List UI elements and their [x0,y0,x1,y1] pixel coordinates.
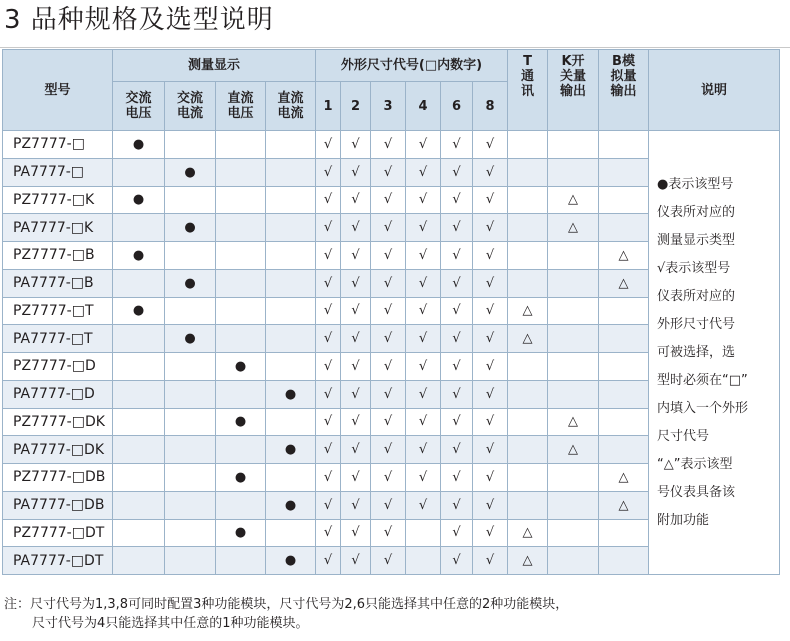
size-cell: √ [341,464,371,492]
measure-cell: ● [165,158,216,186]
size-cell: √ [316,186,341,214]
measure-cell [165,297,216,325]
measure-cell [165,242,216,270]
model-cell: PZ7777-□T [3,297,113,325]
size-cell: √ [371,297,406,325]
b-cell [599,325,649,353]
size-cell: √ [316,491,341,519]
measure-cell: ● [216,408,266,436]
measure-cell [165,408,216,436]
description-line: “△”表示该型 [657,456,733,472]
model-cell: PA7777-□DB [3,491,113,519]
model-cell: PZ7777-□DK [3,408,113,436]
size-cell: √ [441,547,473,575]
size-cell: √ [473,242,508,270]
size-cell: √ [473,214,508,242]
size-cell: √ [473,547,508,575]
size-cell: √ [371,547,406,575]
k-cell [548,297,599,325]
b-cell [599,380,649,408]
model-cell: PA7777-□ [3,158,113,186]
measure-cell [266,519,316,547]
footnote-line-2: 尺寸代号为4只能选择其中任意的1种功能模块。 [32,616,309,631]
measure-cell [216,242,266,270]
measure-cell [266,214,316,242]
measure-cell [266,131,316,159]
size-cell: √ [441,519,473,547]
measure-cell [165,519,216,547]
k-cell [548,491,599,519]
b-cell: △ [599,464,649,492]
description-cell [649,131,780,575]
measure-cell [113,464,165,492]
size-cell: √ [473,353,508,381]
size-cell: √ [406,158,441,186]
size-cell: √ [441,464,473,492]
footnote [4,595,568,633]
t-cell [508,131,548,159]
size-cell: √ [406,214,441,242]
size-cell: √ [316,214,341,242]
size-cell: √ [316,242,341,270]
description-line: 测量显示类型 [657,232,736,248]
header-k [548,50,599,131]
size-cell: √ [441,325,473,353]
header-ac-voltage-text: 交流电压 [125,91,152,121]
measure-cell [216,297,266,325]
header-ac-current-text: 交流电流 [176,91,203,121]
description-line: 仪表所对应的 [657,288,736,304]
b-cell [599,186,649,214]
size-cell: √ [473,269,508,297]
k-cell [548,269,599,297]
model-cell: PA7777-□D [3,380,113,408]
size-cell: √ [473,186,508,214]
size-cell: √ [406,353,441,381]
size-cell: √ [406,131,441,159]
model-cell: PZ7777-□DB [3,464,113,492]
measure-cell [266,186,316,214]
header-t [508,50,548,131]
b-cell [599,547,649,575]
size-cell: √ [371,269,406,297]
description-line: 内填入一个外形 [657,400,749,416]
header-size-3: 3 [371,82,406,131]
measure-cell [113,158,165,186]
model-cell: PZ7777-□B [3,242,113,270]
size-cell: √ [406,464,441,492]
size-cell: √ [316,158,341,186]
k-cell [548,158,599,186]
measure-cell [113,214,165,242]
b-cell: △ [599,491,649,519]
header-dc-current-text: 直流电流 [277,91,304,121]
measure-cell [165,353,216,381]
size-cell: √ [473,491,508,519]
measure-cell: ● [266,380,316,408]
size-cell [406,519,441,547]
size-cell: √ [473,464,508,492]
header-desc: 说明 [649,50,780,131]
measure-cell [216,325,266,353]
header-size-6: 6 [441,82,473,131]
size-cell: √ [441,408,473,436]
measure-cell [216,186,266,214]
size-cell: √ [316,269,341,297]
measure-cell [266,353,316,381]
model-cell: PA7777-□DT [3,547,113,575]
model-cell: PZ7777-□K [3,186,113,214]
size-cell: √ [406,325,441,353]
k-cell: △ [548,186,599,214]
size-cell: √ [371,380,406,408]
size-cell: √ [316,464,341,492]
measure-cell [113,353,165,381]
measure-cell: ● [266,547,316,575]
model-cell: PA7777-□B [3,269,113,297]
size-cell: √ [441,491,473,519]
description-line: 仪表所对应的 [657,204,736,220]
size-cell: √ [316,436,341,464]
t-cell [508,408,548,436]
measure-cell [216,131,266,159]
measure-cell [165,380,216,408]
measure-cell [266,408,316,436]
size-cell: √ [406,242,441,270]
t-cell: △ [508,519,548,547]
k-cell [548,547,599,575]
k-cell: △ [548,436,599,464]
size-cell: √ [341,269,371,297]
size-cell: √ [441,214,473,242]
measure-cell [216,436,266,464]
header-b-text: B模拟量输出 [610,54,637,99]
size-cell: √ [341,436,371,464]
size-cell: √ [371,464,406,492]
measure-cell: ● [266,436,316,464]
header-t-text: T通讯 [520,54,534,99]
t-cell [508,158,548,186]
measure-cell [165,491,216,519]
size-cell: √ [341,380,371,408]
measure-cell [266,325,316,353]
b-cell [599,353,649,381]
size-cell: √ [341,408,371,436]
header-size-1: 1 [316,82,341,131]
measure-cell: ● [113,242,165,270]
model-cell: PA7777-□K [3,214,113,242]
measure-cell [266,158,316,186]
measure-cell [113,269,165,297]
measure-cell [266,464,316,492]
size-cell: √ [473,380,508,408]
measure-cell [266,297,316,325]
size-cell: √ [441,380,473,408]
header-dc-voltage-text: 直流电压 [227,91,254,121]
measure-cell [216,214,266,242]
size-cell: √ [316,353,341,381]
k-cell [548,519,599,547]
size-cell: √ [406,380,441,408]
size-cell: √ [316,380,341,408]
size-cell: √ [341,297,371,325]
header-size-8: 8 [473,82,508,131]
measure-cell [216,269,266,297]
measure-cell [113,519,165,547]
measure-cell: ● [266,491,316,519]
size-cell: √ [473,325,508,353]
size-cell: √ [341,242,371,270]
description-line: 附加功能 [657,512,710,528]
header-model: 型号 [3,50,113,131]
measure-cell [216,547,266,575]
size-cell: √ [441,186,473,214]
size-cell: √ [441,242,473,270]
k-cell: △ [548,408,599,436]
description-line: 外形尺寸代号 [657,316,736,332]
b-cell: △ [599,242,649,270]
size-cell: √ [473,408,508,436]
t-cell [508,269,548,297]
size-cell: √ [316,325,341,353]
measure-cell [266,269,316,297]
k-cell [548,464,599,492]
t-cell [508,214,548,242]
size-cell: √ [371,158,406,186]
size-cell: √ [341,131,371,159]
t-cell: △ [508,547,548,575]
section-title: 3 品种规格及选型说明 [4,5,274,35]
size-cell: √ [371,491,406,519]
size-cell: √ [341,547,371,575]
size-cell: √ [341,158,371,186]
size-cell [406,547,441,575]
measure-cell [216,158,266,186]
header-ac-voltage [113,82,165,131]
model-cell: PA7777-□DK [3,436,113,464]
measure-cell [165,547,216,575]
measure-cell: ● [113,297,165,325]
size-cell: √ [341,491,371,519]
size-cell: √ [371,214,406,242]
size-cell: √ [473,131,508,159]
model-cell: PZ7777-□ [3,131,113,159]
header-k-text: K开关量输出 [559,54,586,99]
b-cell [599,436,649,464]
description-line: √表示该型号 [657,260,731,276]
measure-cell [216,380,266,408]
size-cell: √ [371,186,406,214]
size-cell: √ [473,158,508,186]
size-cell: √ [406,491,441,519]
size-cell: √ [441,297,473,325]
t-cell [508,380,548,408]
size-cell: √ [371,353,406,381]
measure-cell: ● [216,464,266,492]
model-cell: PZ7777-□D [3,353,113,381]
size-cell: √ [473,436,508,464]
size-cell: √ [341,186,371,214]
size-cell: √ [406,408,441,436]
b-cell [599,131,649,159]
measure-cell [216,491,266,519]
measure-cell: ● [216,519,266,547]
measure-cell: ● [165,214,216,242]
size-cell: √ [406,186,441,214]
t-cell [508,186,548,214]
description-line: 尺寸代号 [657,428,710,444]
measure-cell [165,464,216,492]
size-cell: √ [371,436,406,464]
b-cell [599,158,649,186]
size-cell: √ [316,519,341,547]
k-cell [548,242,599,270]
t-cell [508,464,548,492]
title-divider [0,47,790,48]
measure-cell [165,131,216,159]
size-cell: √ [371,519,406,547]
size-cell: √ [441,436,473,464]
measure-cell: ● [216,353,266,381]
size-cell: √ [316,547,341,575]
size-cell: √ [341,519,371,547]
t-cell [508,436,548,464]
measure-cell [165,436,216,464]
b-cell [599,297,649,325]
measure-cell: ● [165,325,216,353]
measure-cell [113,408,165,436]
header-b [599,50,649,131]
description-line: 可被选择，选 [657,344,736,360]
header-size-group: 外形尺寸代号(□内数字) [316,50,508,82]
t-cell: △ [508,325,548,353]
size-cell: √ [316,297,341,325]
spec-table-body [3,131,780,575]
model-cell: PZ7777-□DT [3,519,113,547]
measure-cell: ● [165,269,216,297]
size-cell: √ [441,353,473,381]
size-cell: √ [316,131,341,159]
measure-cell [266,242,316,270]
header-measure-group: 测量显示 [113,50,316,82]
description-line: ●表示该型号 [657,176,734,192]
size-cell: √ [316,408,341,436]
header-size-2: 2 [341,82,371,131]
measure-cell: ● [113,186,165,214]
size-cell: √ [371,131,406,159]
size-cell: √ [371,242,406,270]
spec-table [2,49,780,575]
header-dc-current [266,82,316,131]
size-cell: √ [371,325,406,353]
size-cell: √ [441,131,473,159]
measure-cell: ● [113,131,165,159]
header-size-4: 4 [406,82,441,131]
size-cell: √ [341,353,371,381]
header-ac-current [165,82,216,131]
t-cell: △ [508,297,548,325]
t-cell [508,491,548,519]
size-cell: √ [406,269,441,297]
footnote-line-1: 注：尺寸代号为1,3,8可同时配置3种功能模块，尺寸代号为2,6只能选择其中任意的2种功能模块， [4,597,569,612]
size-cell: √ [473,519,508,547]
measure-cell [113,491,165,519]
measure-cell [113,325,165,353]
size-cell: √ [371,408,406,436]
size-cell: √ [441,158,473,186]
measure-cell [113,547,165,575]
size-cell: √ [441,269,473,297]
measure-cell [165,186,216,214]
size-cell: √ [406,436,441,464]
k-cell [548,131,599,159]
k-cell: △ [548,214,599,242]
size-cell: √ [473,297,508,325]
b-cell [599,519,649,547]
model-cell: PA7777-□T [3,325,113,353]
b-cell [599,408,649,436]
t-cell [508,242,548,270]
description-line: 号仪表具备该 [657,484,736,500]
k-cell [548,353,599,381]
measure-cell [113,436,165,464]
table-row [3,131,780,159]
b-cell [599,214,649,242]
t-cell [508,353,548,381]
size-cell: √ [341,325,371,353]
header-dc-voltage [216,82,266,131]
measure-cell [113,380,165,408]
size-cell: √ [341,214,371,242]
k-cell [548,325,599,353]
description-line: 型时必须在“□” [657,372,748,388]
size-cell: √ [406,297,441,325]
b-cell: △ [599,269,649,297]
k-cell [548,380,599,408]
